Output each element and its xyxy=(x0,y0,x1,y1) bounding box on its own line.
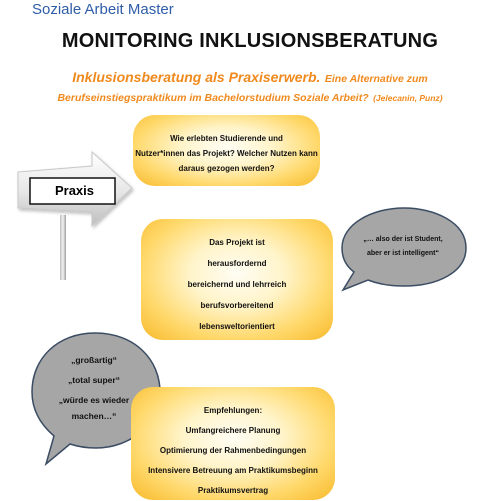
question-line: daraus gezogen werden? xyxy=(178,164,275,173)
recommendations-heading: Empfehlungen: xyxy=(203,406,263,415)
recommendations-box xyxy=(131,387,335,500)
recommendation-item: Praktikumsvertrag xyxy=(197,486,269,495)
subtitle-main: Inklusionsberatung als Praxiserwerb. xyxy=(72,69,321,85)
quote-line: „großartig“ xyxy=(71,355,117,365)
quote-line: „… also der ist Student, xyxy=(363,236,443,243)
project-line: lebensweltorientiert xyxy=(199,322,275,331)
question-line: Wie erlebten Studierende und xyxy=(170,134,283,143)
subtitle-authors: (Jelecanin, Punz) xyxy=(373,93,443,103)
project-line: herausfordernd xyxy=(207,259,267,268)
recommendation-item: Optimierung der Rahmenbedingungen xyxy=(159,446,307,455)
subtitle-line2: Berufseinstiegspraktikum im Bachelorstudium Soziale Arbeit? xyxy=(57,92,369,104)
bubble-right-text xyxy=(342,233,464,261)
quote-line: „würde es wieder xyxy=(58,395,130,405)
quote-line: „total super“ xyxy=(68,375,120,385)
project-line: Das Projekt ist xyxy=(209,238,265,247)
recommendation-item: Umfangreichere Planung xyxy=(185,426,281,435)
page-title: MONITORING INKLUSIONSBERATUNG xyxy=(61,30,439,52)
header-title: Soziale Arbeit Master xyxy=(32,1,174,18)
subtitle-rest: Eine Alternative zum xyxy=(324,73,428,85)
quote-line: aber er ist intelligent“ xyxy=(367,250,439,257)
sign-post xyxy=(60,215,66,280)
question-box xyxy=(133,115,320,186)
praxis-label: Praxis xyxy=(54,183,95,198)
question-line: Nutzer*innen das Projekt? Welcher Nutzen kann xyxy=(135,149,318,158)
project-line: bereichernd und lehrreich xyxy=(187,280,287,289)
quote-line: machen…“ xyxy=(71,411,117,421)
project-box xyxy=(141,219,333,340)
recommendation-item: Intensivere Betreuung am Praktikumsbeginn xyxy=(148,466,318,475)
project-line: berufsvorbereitend xyxy=(200,301,274,310)
